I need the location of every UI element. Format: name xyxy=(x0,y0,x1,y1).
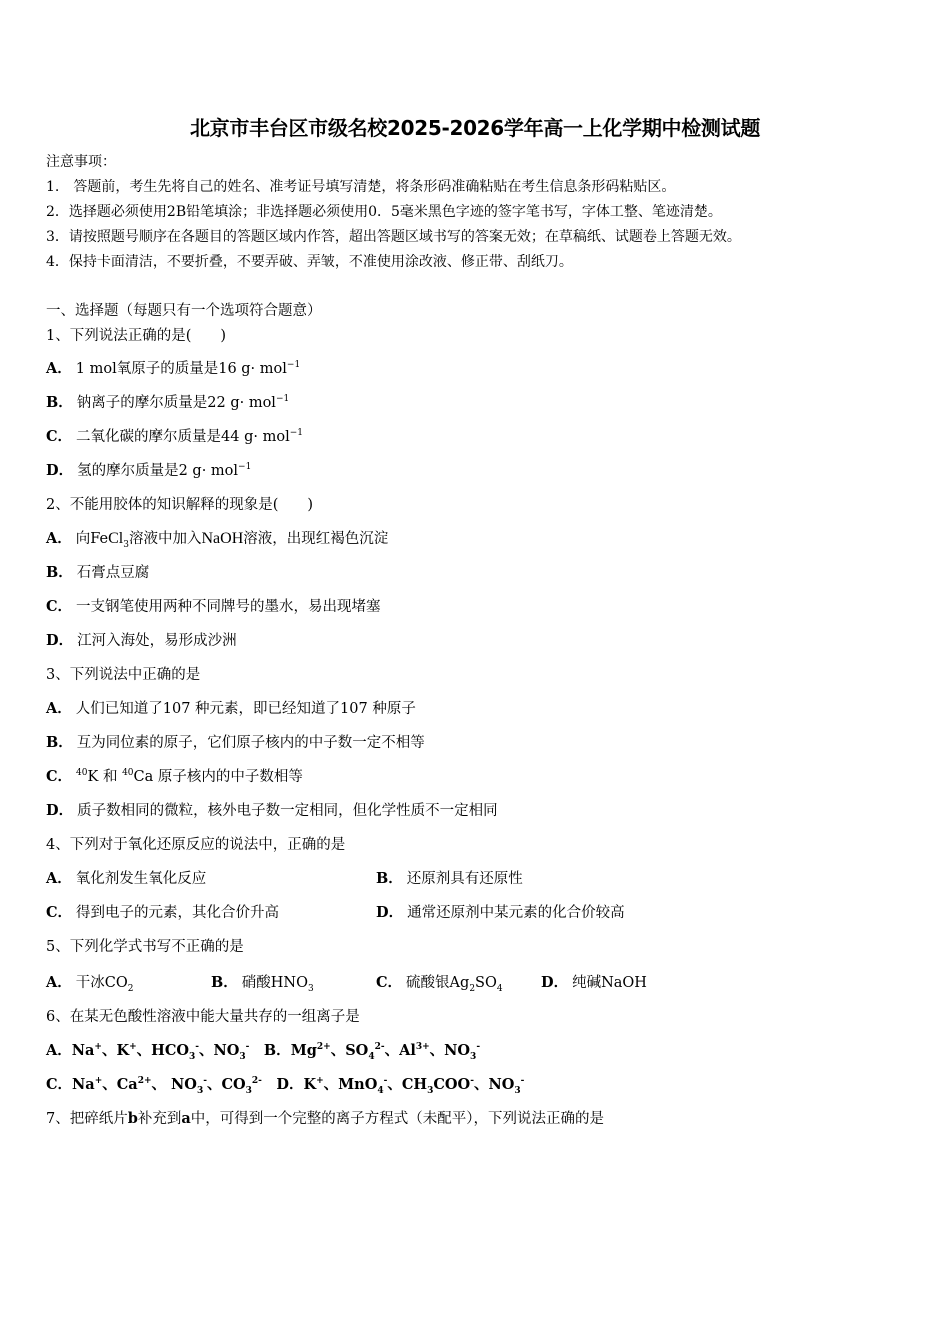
option-label: B． xyxy=(46,564,73,581)
option-text: SO xyxy=(475,975,497,991)
formula-cl: Cl xyxy=(108,530,124,547)
question-4-option-d xyxy=(376,903,625,923)
option-text: 互为同位素的原子，它们原子核内的中子数一定不相等 xyxy=(76,735,425,751)
option-label: A． xyxy=(46,1042,72,1059)
question-1-option-b xyxy=(46,393,289,413)
option-text: 人们已知道了107 种元素，即已经知道了107 种原子 xyxy=(75,701,416,717)
question-5-option-b xyxy=(211,973,314,993)
page-title: 北京市丰台区市级名校2025-2026学年高一上化学期中检测试题 xyxy=(189,116,761,140)
question-3-option-b xyxy=(46,733,425,753)
question-5-option-d xyxy=(541,973,647,993)
option-text: 氢的摩尔质量是2 g· mol xyxy=(77,463,239,479)
subscript: 2 xyxy=(127,983,134,994)
question-7-stem xyxy=(46,1109,604,1129)
option-text: 一支钢笔使用两种不同牌号的墨水，易出现堵塞 xyxy=(76,599,381,615)
option-label: B． xyxy=(211,974,238,991)
option-label: B． xyxy=(263,1042,291,1059)
option-label: D． xyxy=(46,802,74,819)
superscript: −1 xyxy=(286,360,301,371)
question-2-option-c xyxy=(46,597,381,617)
stem-text: 补充到 xyxy=(137,1111,182,1127)
notice-heading: 注意事项： xyxy=(46,154,116,170)
option-text: 溶液中加入 xyxy=(128,531,202,547)
question-2-option-b xyxy=(46,563,149,583)
option-text: 二氧化碳的摩尔质量是44 g· mol xyxy=(76,429,290,445)
question-3-option-c xyxy=(46,767,303,787)
question-4-option-c xyxy=(46,903,279,923)
superscript: −1 xyxy=(238,462,252,473)
question-5-option-c xyxy=(376,973,503,993)
option-text: 硝酸HNO xyxy=(241,975,308,991)
option-label: D． xyxy=(276,1076,304,1093)
question-6-options-ab: A．Na+、K+、$HCO_3^-$、$NO_3^-$ B．$Mg^{2+}$、$SO_4^{2-}$、$Al^{3+}$、$NO_3^-$ xyxy=(46,1042,481,1062)
option-label: B． xyxy=(46,394,73,411)
subscript: 3 xyxy=(123,539,129,550)
stem-text: 中，可得到一个完整的离子方程式（未配平），下列说法正确的是 xyxy=(190,1111,605,1127)
option-label: B． xyxy=(46,734,73,751)
option-text: 干冰CO xyxy=(75,975,128,991)
question-3-option-d xyxy=(46,801,498,821)
option-text: 溶液，出现红褐色沉淀 xyxy=(243,531,389,547)
question-3-option-a xyxy=(46,699,416,719)
notice-item-2: 2．选择题必须使用2B铅笔填涂；非选择题必须使用0．5毫米黑色字迹的签字笔书写，字体工整、笔迹清楚。 xyxy=(46,204,722,220)
question-1-option-c xyxy=(46,427,303,447)
option-label: D． xyxy=(541,974,569,991)
superscript: −1 xyxy=(289,428,304,439)
option-label: C． xyxy=(46,1076,73,1093)
option-label: C． xyxy=(46,428,73,445)
option-label: D． xyxy=(376,904,404,921)
subscript: 4 xyxy=(496,983,503,994)
option-text: 质子数相同的微粒，核外电子数一定相同，但化学性质不一定相同 xyxy=(77,803,498,819)
notice-item-1: 1. 答题前，考生先将自己的姓名、准考证号填写清楚，将条形码准确粘贴在考生信息条形码粘贴区。 xyxy=(46,179,676,195)
fragment-a: a xyxy=(181,1110,191,1127)
question-2-option-a xyxy=(46,529,388,549)
subscript: 3 xyxy=(308,983,314,994)
option-label: A． xyxy=(46,700,72,717)
option-text: 得到电子的元素，其化合价升高 xyxy=(76,905,280,921)
question-3-stem: 3、下列说法中正确的是 xyxy=(46,667,201,683)
option-label: A． xyxy=(46,360,72,377)
option-text: 石膏点豆腐 xyxy=(76,565,150,581)
option-text: 向Fe xyxy=(75,531,109,547)
option-text: 江河入海处，易形成沙洲 xyxy=(77,633,237,649)
option-text: 钠离子的摩尔质量是22 g· mol xyxy=(76,395,276,411)
fragment-b: b xyxy=(127,1110,138,1127)
option-label: A． xyxy=(46,974,72,991)
question-1-stem: 1、下列说法正确的是( ) xyxy=(46,328,227,344)
mass-number: 40 xyxy=(76,768,88,779)
option-label: B． xyxy=(376,870,403,887)
question-2-stem: 2、不能用胶体的知识解释的现象是( ) xyxy=(46,497,314,513)
superscript: −1 xyxy=(275,394,290,405)
option-text: K 和 xyxy=(87,769,123,785)
option-text: 硫酸银Ag xyxy=(406,975,470,991)
question-6-options-cd: C．Na+、$Ca^{2+}$、 $NO_3^-$、$CO_3^{2-}$ D．K+、MnO$_4$-、$CH_3COO^-$、$NO_3^-$ xyxy=(46,1076,525,1096)
option-text: Ca 原子核内的中子数相等 xyxy=(133,769,303,785)
option-text: 还原剂具有还原性 xyxy=(406,871,523,887)
option-label: D． xyxy=(46,462,74,479)
option-label: C． xyxy=(376,974,403,991)
question-2-option-d xyxy=(46,631,237,651)
section-heading: 一、选择题（每题只有一个选项符合题意） xyxy=(46,303,322,319)
formula-naoh: NaOH xyxy=(201,530,244,547)
question-4-option-a xyxy=(46,869,206,889)
question-1-option-a xyxy=(46,359,300,379)
option-label: C． xyxy=(46,768,73,785)
option-label: A． xyxy=(46,870,72,887)
option-label: C． xyxy=(46,904,73,921)
notice-item-4: 4．保持卡面清洁，不要折叠，不要弄破、弄皱，不准使用涂改液、修正带、刮纸刀。 xyxy=(46,254,573,270)
question-6-stem: 6、在某无色酸性溶液中能大量共存的一组离子是 xyxy=(46,1009,360,1025)
option-text: 纯碱NaOH xyxy=(572,975,647,991)
option-label: D． xyxy=(46,632,74,649)
option-text: 1 mol氧原子的质量是16 g· mol xyxy=(75,361,287,377)
notice-item-3: 3．请按照题号顺序在各题目的答题区域内作答，超出答题区域书写的答案无效；在草稿纸、试题卷上答题无效。 xyxy=(46,229,741,245)
option-label: C． xyxy=(46,598,73,615)
subscript: 2 xyxy=(469,983,476,994)
option-text: 氧化剂发生氧化反应 xyxy=(75,871,207,887)
question-4-stem: 4、下列对于氧化还原反应的说法中，正确的是 xyxy=(46,837,346,853)
stem-text: 7、把碎纸片 xyxy=(46,1111,128,1127)
question-1-option-d xyxy=(46,461,251,481)
question-5-option-a xyxy=(46,973,133,993)
option-text: 通常还原剂中某元素的化合价较高 xyxy=(407,905,625,921)
question-4-option-b xyxy=(376,869,523,889)
mass-number: 40 xyxy=(122,768,134,779)
question-5-stem: 5、下列化学式书写不正确的是 xyxy=(46,939,244,955)
option-label: A． xyxy=(46,530,72,547)
